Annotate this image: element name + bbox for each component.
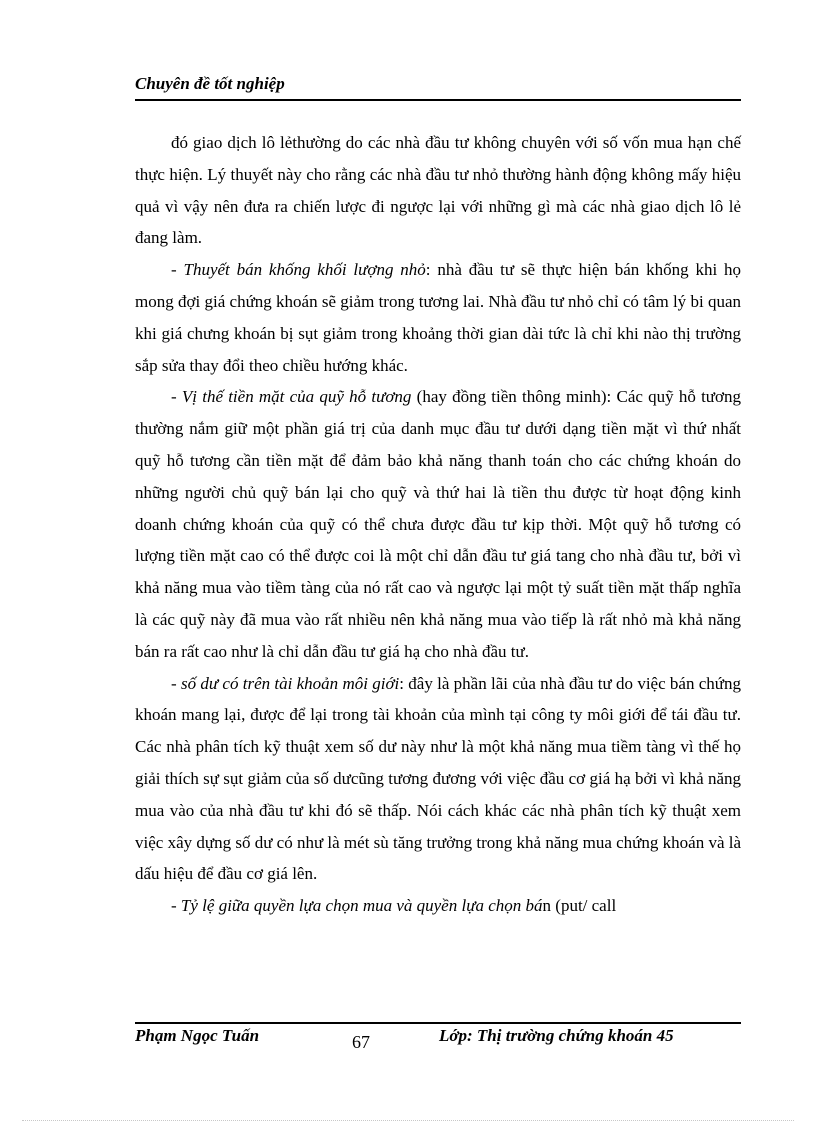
header-rule bbox=[135, 99, 741, 101]
paragraph-put-call-ratio bbox=[135, 890, 741, 922]
footer-class: Lớp: Thị trường chứng khoán 45 bbox=[439, 1026, 674, 1045]
paragraph-short-selling bbox=[135, 254, 741, 381]
term-short-selling: Thuyết bán khống khối lượng nhỏ bbox=[183, 260, 426, 280]
bullet-dash: - bbox=[171, 387, 182, 407]
footer-rule bbox=[135, 1022, 741, 1024]
bullet-dash: - bbox=[171, 896, 181, 916]
paragraph-text: đó giao dịch lô lẻthường do các nhà đầu tư không chuyên với số vốn mua hạn chế thực hiện. Lý thuyết này cho rằng các nhà đầu tư nhỏ thường hành động không mấy hiệu quả vì vậy nên đưa ra chiến lược đi ngược lại với những gì mà các nhà giao dịch lô lẻ đang làm. bbox=[135, 133, 741, 248]
term-mutual-fund-cash: Vị thế tiền mặt của quỹ hỗ tương bbox=[181, 387, 412, 407]
bullet-dash: - bbox=[171, 260, 184, 280]
page-bottom-dotted-border bbox=[22, 1120, 794, 1121]
paragraph-broker-balance bbox=[135, 668, 741, 891]
footer-author: Phạm Ngọc Tuấn bbox=[135, 1026, 260, 1045]
document-body bbox=[135, 127, 741, 922]
paragraph-lot-trading bbox=[135, 127, 741, 254]
paragraph-mutual-fund-cash bbox=[135, 381, 741, 667]
paragraph-text: (hay đồng tiền thông minh): Các quỹ hỗ tương thường nắm giữ một phần giá trị của danh mục đầu tư dưới dạng tiền mặt vì thứ nhất quỹ hỗ tương cần tiền mặt để đảm bảo khả năng thanh toán cho các chứng khoán do những người chủ quỹ bán lại cho quỹ và thứ hai là tiền thu được từ hoạt động kinh doanh chứng khoán của quỹ có thể chưa được đầu tư kịp thời. Một quỹ hỗ tương có lượng tiền mặt cao có thể được coi là một chỉ dẫn đầu tư giá tang cho nhà đầu tư, bởi vì khả năng mua vào tiềm tàng của nó rất cao và ngược lại một tỷ suất tiền mặt thấp nghĩa là các quỹ này đã mua vào rất nhiều nên khả năng mua vào tiếp là rất nhỏ mà khả năng bán ra rất cao như là chỉ dẫn đầu tư giá hạ cho nhà đầu tư. bbox=[135, 387, 741, 661]
paragraph-text: : đây là phần lãi của nhà đầu tư do việc bán chứng khoán mang lại, được để lại trong tài khoản của mình tại công ty môi giới để tái đầu tư. Các nhà phân tích kỹ thuật xem số dư này như là một khả năng mua tiềm tàng vì thế họ giải thích sự sụt giảm của số dưcũng tương đương với việc đầu cơ giá hạ bởi vì khả năng mua vào của nhà đầu tư khi đó sẽ thấp. Nói cách khác các nhà phân tích kỹ thuật xem việc xây dựng số dư có như là mét sù tăng trưởng trong khả năng mua chứng khoán và là dấu hiệu để đầu cơ giá lên. bbox=[135, 673, 742, 884]
page-number: 67 bbox=[352, 1032, 370, 1052]
term-put-call-ratio: Tỷ lệ giữa quyền lựa chọn mua và quyền lựa chọn bá bbox=[180, 896, 543, 916]
bullet-dash: - bbox=[171, 673, 181, 693]
term-broker-balance: số dư có trên tài khoản môi giới bbox=[180, 673, 400, 693]
running-header-title: Chuyên đề tốt nghiệp bbox=[135, 74, 285, 93]
paragraph-text: : nhà đầu tư sẽ thực hiện bán khống khi họ mong đợi giá chứng khoán sẽ giảm trong tương lai. Nhà đầu tư nhỏ chỉ có tâm lý bi quan khi giá chưng khoán bị sụt giảm trong khoảng thời gian dài tức là chỉ khi nào thị trường sắp sửa thay đổi theo chiều hướng khác. bbox=[135, 260, 741, 375]
paragraph-text: n (put/ call bbox=[542, 896, 617, 916]
